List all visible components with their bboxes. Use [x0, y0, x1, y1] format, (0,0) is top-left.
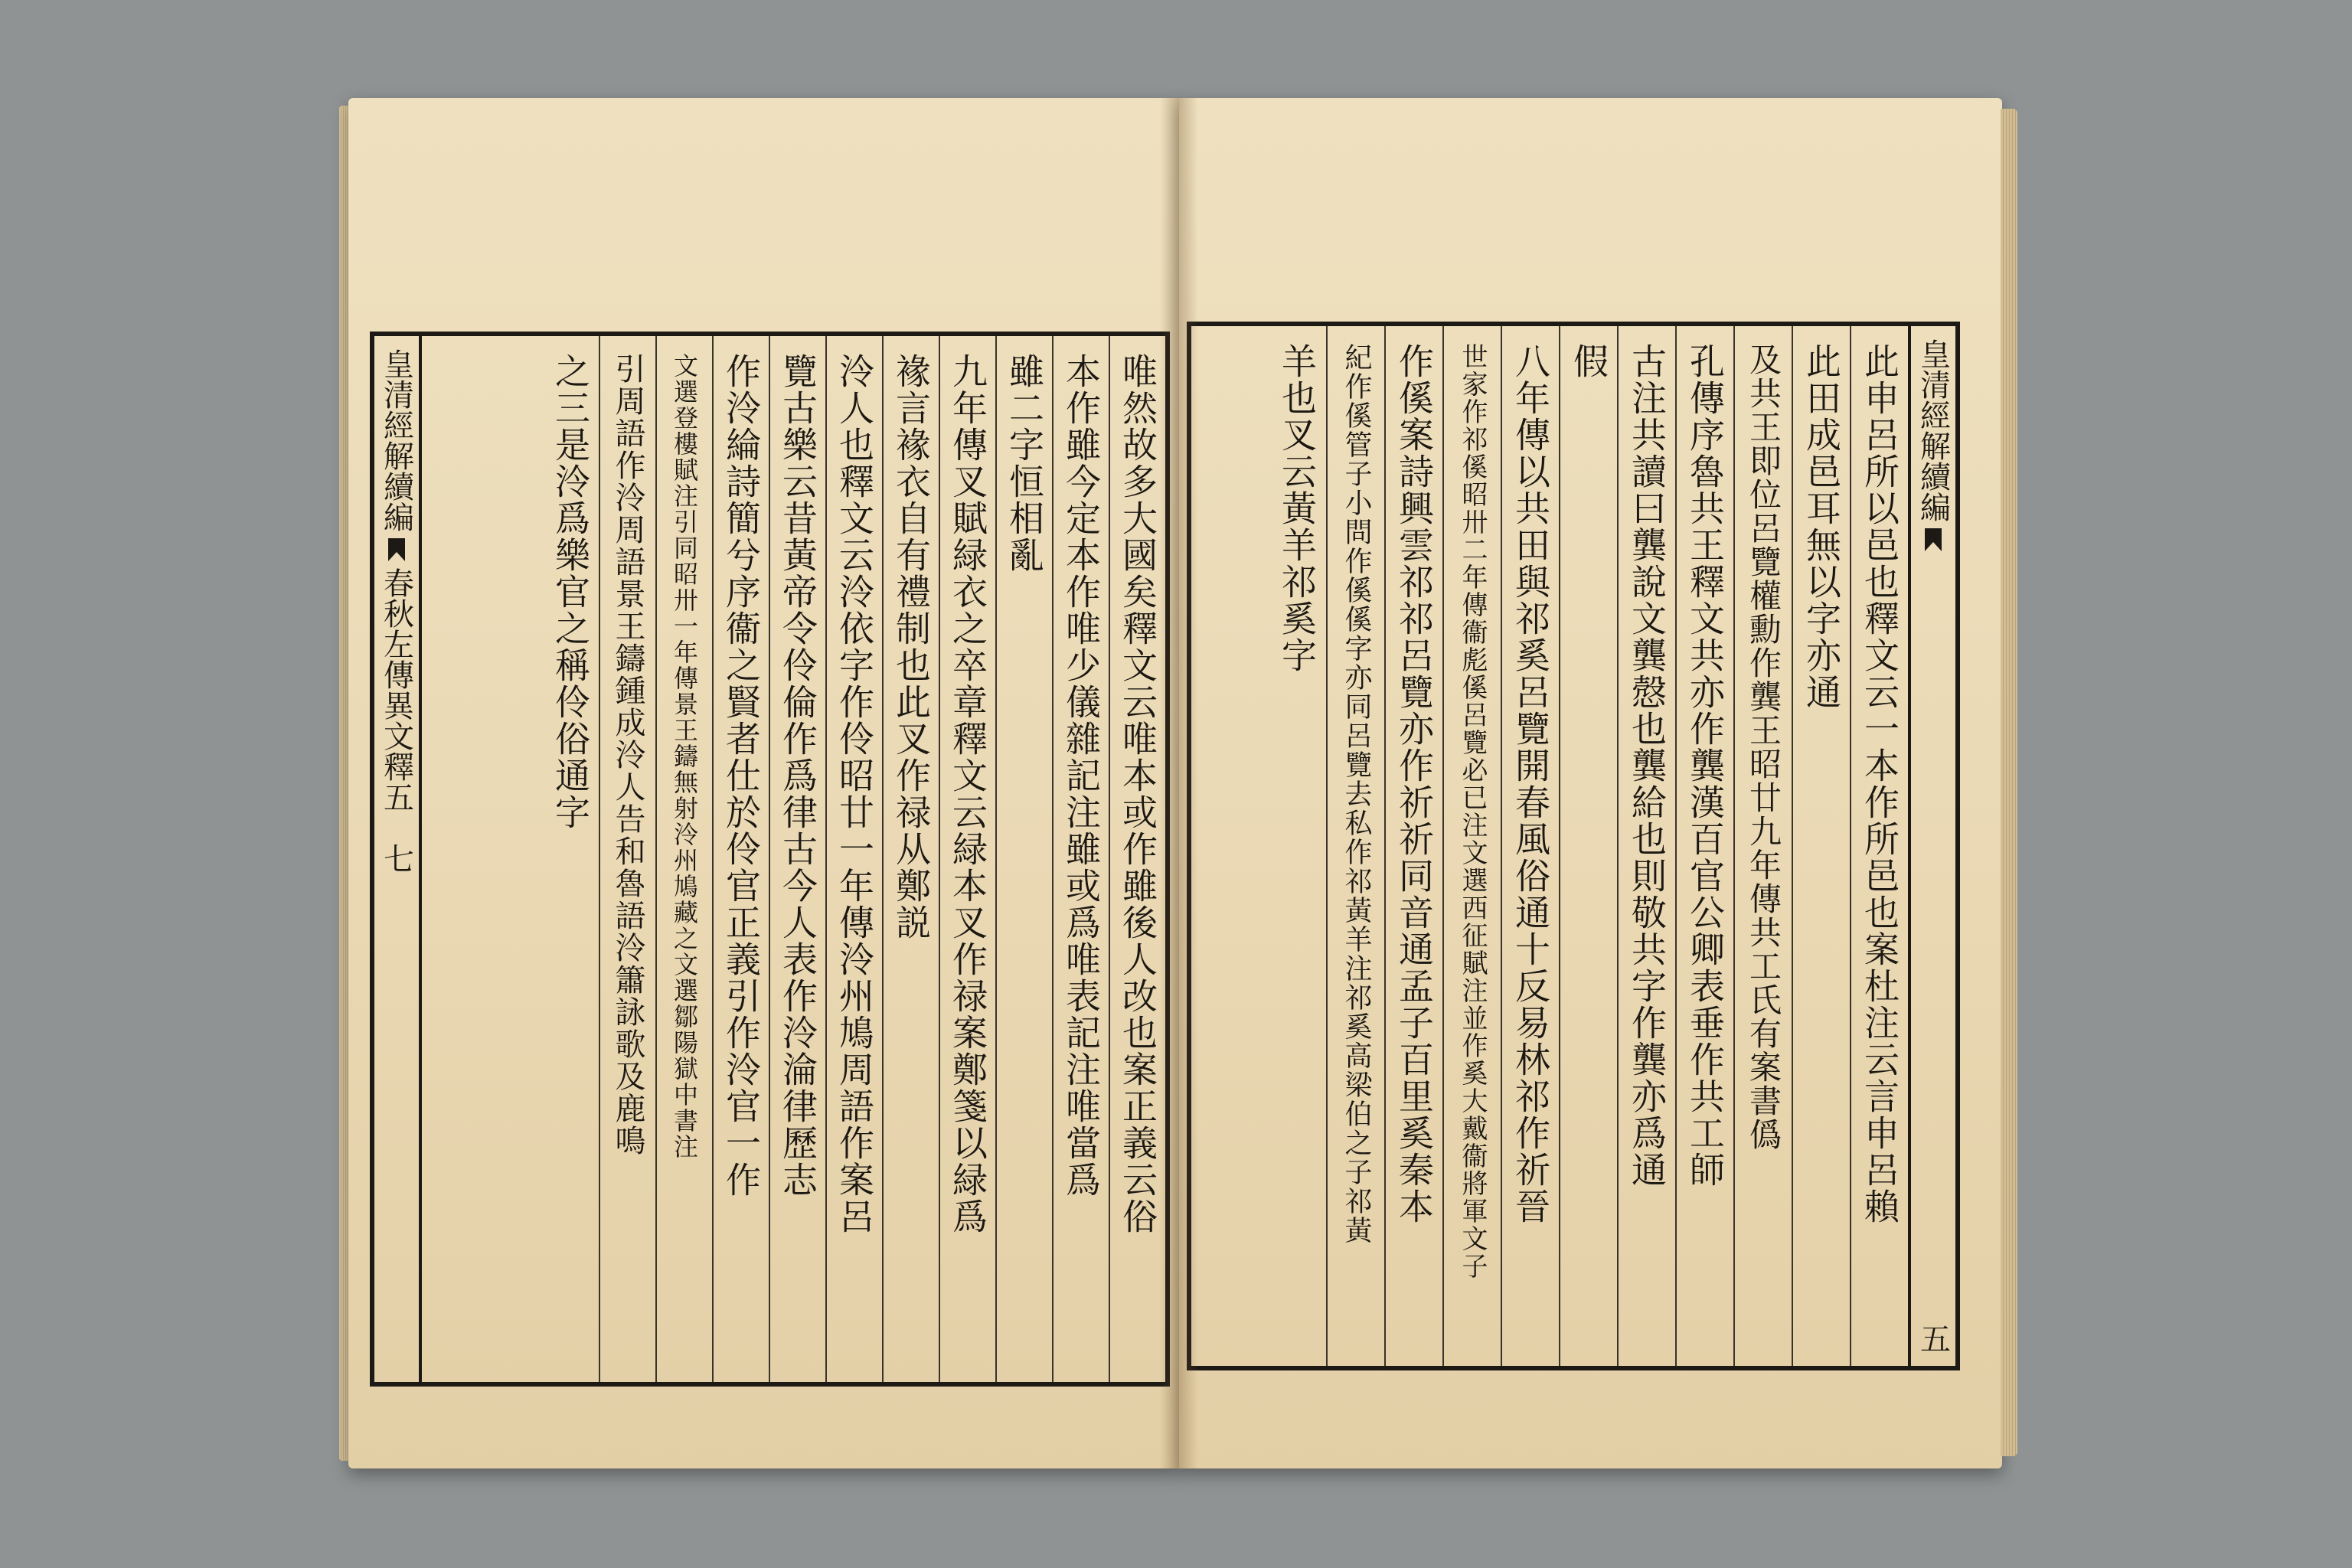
text-column: 此田成邑耳無以字亦通 — [1792, 326, 1850, 1366]
right-text-columns — [1191, 326, 1908, 1366]
text-column: 本作雖今定本作唯少儀雜記注雖或爲唯表記注唯當爲 — [1052, 336, 1109, 1382]
book-title: 皇清經解續編 — [378, 348, 414, 532]
text-column: 作泠綸詩簡兮序衞之賢者仕於伶官正義引作泠官一作 — [712, 336, 769, 1382]
left-text-frame — [370, 332, 1170, 1387]
text-column: 泠人也釋文云泠依字作伶昭廿一年傳泠州鳩周語作案呂 — [825, 336, 882, 1382]
text-column: 覽古樂云昔黃帝令伶倫作爲律古今人表作泠淪律歷志 — [769, 336, 825, 1382]
text-column: 孔傳序魯共王釋文共亦作龔漢百官公卿表垂作共工師 — [1675, 326, 1733, 1366]
text-column: 紀作傒管子小問作傒傒字亦同呂覽去私作祁黃羊注祁奚高梁伯之子祁黃 — [1326, 326, 1384, 1366]
text-column: 九年傳叉賦緑衣之卒章釋文云緑本叉作禄案鄭箋以緑爲 — [939, 336, 995, 1382]
text-column: 古注共讀曰龔說文龔慤也龔給也則敬共字作龔亦爲通 — [1617, 326, 1675, 1366]
book-title: 皇清經解續編 — [1915, 338, 1951, 522]
fishtail-mark-icon — [388, 538, 405, 561]
text-column: 假 — [1559, 326, 1617, 1366]
right-page — [1179, 98, 2002, 1468]
text-column: 引周語作泠周語景王鑄鍾成泠人告和魯語泠簫詠歌及鹿鳴 — [599, 336, 655, 1382]
text-column: 羊也叉云黃羊祁奚字 — [1276, 343, 1318, 674]
text-column: 作傒案詩興雲祁祁呂覽亦作祈祈同音通孟子百里奚秦本 — [1384, 326, 1442, 1366]
chapter-title: 春秋左傳異文釋五 — [378, 567, 414, 812]
text-column: 唯然故多大國矣釋文云唯本或作雖後人改也案正義云俗 — [1109, 336, 1165, 1382]
right-text-frame — [1187, 322, 1960, 1370]
text-column: 此申呂所以邑也釋文云一本作所邑也案杜注云言申呂賴 — [1850, 326, 1908, 1366]
text-column: 八年傳以共田與祁奚呂覽開春風俗通十反易林祁作祈晉 — [1501, 326, 1559, 1366]
text-column: 文選登樓賦注引同昭卅一年傳景王鑄無射泠州鳩藏之文選鄒陽獄中書注 — [655, 336, 712, 1382]
text-column: 之三是泠爲樂官之稱伶俗通字 — [550, 353, 591, 831]
right-margin-column — [1908, 326, 1955, 1366]
book-page-edge-right — [2001, 109, 2017, 1456]
open-book — [348, 98, 2002, 1476]
text-column: 世家作祁傒昭卅二年傳衞彪傒呂覽必已注文選西征賦注並作奚大戴衞將軍文子 — [1442, 326, 1501, 1366]
text-column: 褖言褖衣自有禮制也此叉作禄从鄭説 — [882, 336, 939, 1382]
left-page — [348, 98, 1179, 1468]
book-gutter — [1160, 98, 1198, 1468]
folio-number: 七 — [378, 843, 414, 874]
fishtail-mark-icon — [1925, 528, 1942, 551]
folio-number: 五 — [1915, 1323, 1951, 1354]
left-text-columns — [422, 336, 1165, 1382]
text-column: 及共王即位呂覽權勳作龔王昭廿九年傳共工氏有案書僞 — [1733, 326, 1792, 1366]
left-margin-column — [374, 336, 422, 1382]
text-column: 雖二字恒相亂 — [995, 336, 1052, 1382]
